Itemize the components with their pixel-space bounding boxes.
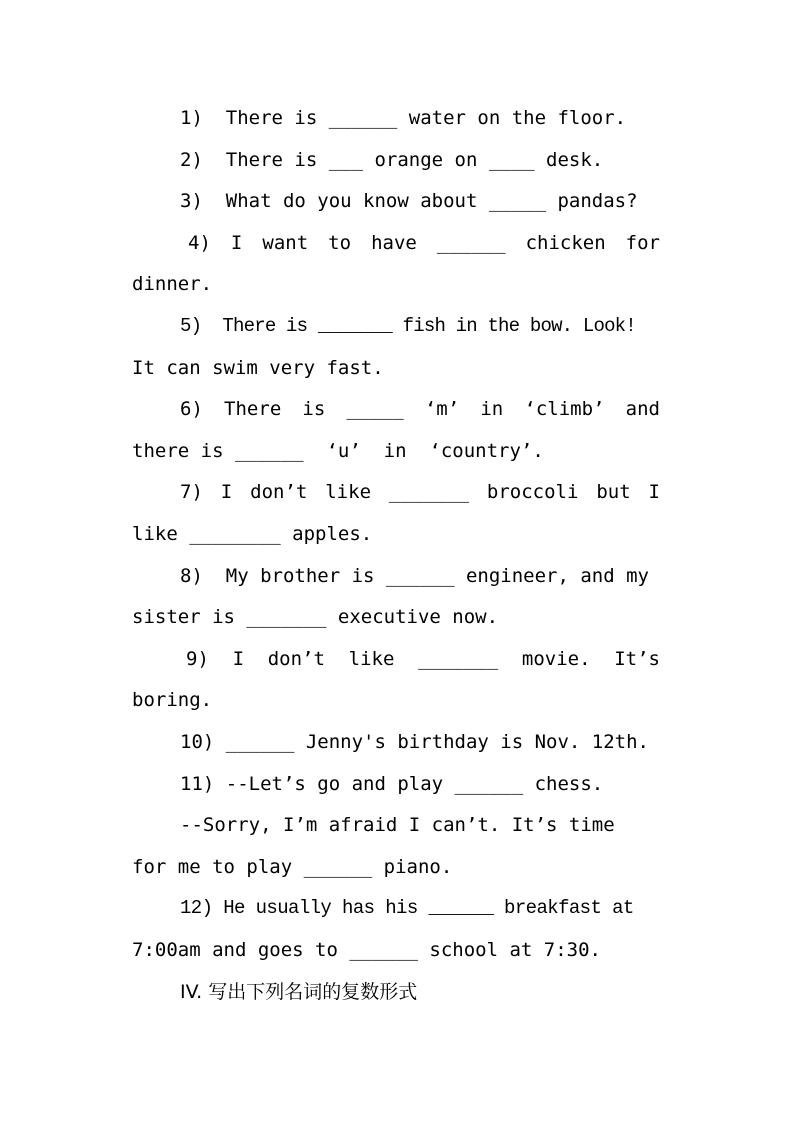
q1-line: 1) There is ______ water on the floor.: [180, 107, 627, 129]
q7-continuation: like ________ apples.: [132, 523, 373, 545]
q9-line: 9) I don’t like _______ movie. It’s: [186, 648, 660, 670]
q7-line: 7) I don’t like _______ broccoli but I: [180, 481, 660, 503]
q5-continuation: It can swim very fast.: [132, 357, 384, 379]
q10-line: 10) ______ Jenny's birthday is Nov. 12th.: [180, 731, 649, 753]
q4-continuation: dinner.: [132, 273, 213, 295]
q4-line: 4) I want to have ______ chicken for: [188, 232, 660, 254]
q6-continuation: there is ______ ‘u’ in ‘country’.: [132, 440, 544, 462]
q2-line: 2) There is ___ orange on ____ desk.: [180, 149, 604, 171]
q8-line: 8) My brother is ______ engineer, and my: [180, 565, 649, 587]
section-iv-heading: IV. 写出下列名词的复数形式: [180, 981, 418, 1003]
q8-continuation: sister is _______ executive now.: [132, 606, 499, 628]
q12-line: 12) He usually has his ______ breakfast at: [180, 897, 634, 919]
q11-line: 11) --Let’s go and play ______ chess.: [180, 773, 604, 795]
q12-continuation: 7:00am and goes to ______ school at 7:30.: [132, 939, 601, 961]
q5-line: 5) There is _______ fish in the bow. Look!: [180, 315, 636, 337]
q6-line: 6) There is _____ ‘m’ in ‘climb’ and: [180, 398, 660, 420]
q11-reply-line: --Sorry, I’m afraid I can’t. It’s time: [180, 814, 615, 836]
q3-line: 3) What do you know about _____ pandas?: [180, 190, 638, 212]
q11-continuation: for me to play ______ piano.: [132, 856, 453, 878]
q9-continuation: boring.: [132, 689, 213, 711]
